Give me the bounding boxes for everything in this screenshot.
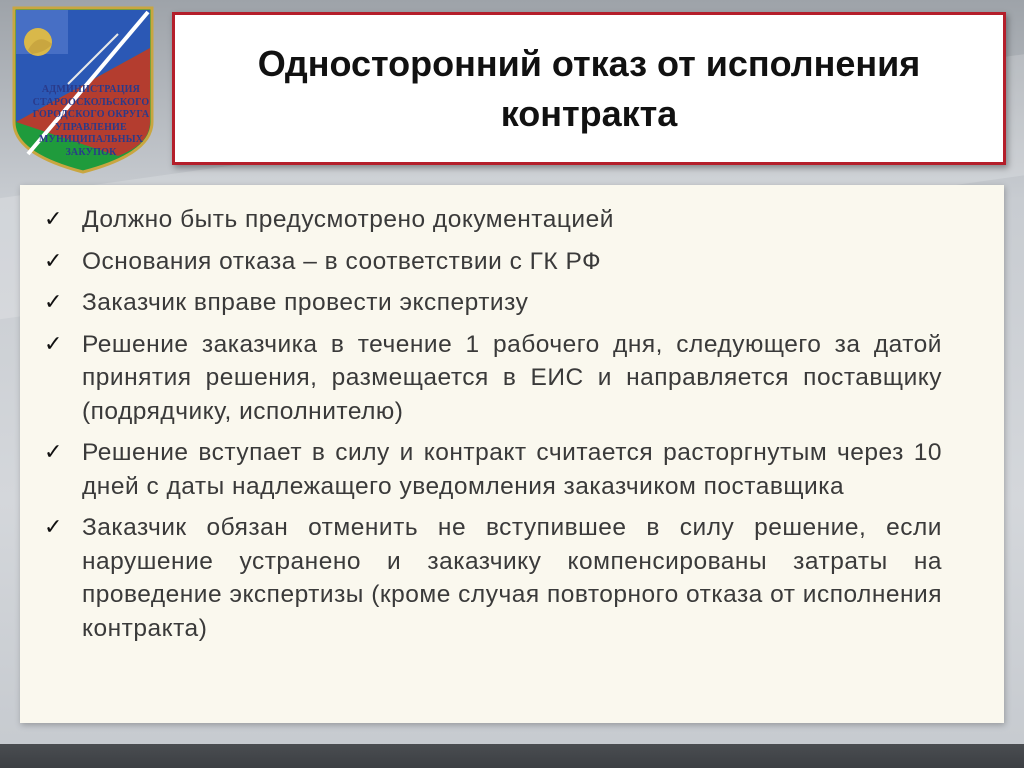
list-item (44, 245, 942, 279)
check-icon: ✓ (44, 331, 63, 357)
list-item-text: Заказчик вправе провести экспертизу (82, 289, 529, 316)
list-item-text: Решение заказчика в течение 1 рабочего дня, следующего за датой принятия решения, размещается в ЕИС и направляется поставщику (подрядчику, исполнителю) (82, 330, 942, 425)
check-icon: ✓ (44, 290, 63, 315)
check-icon: ✓ (44, 515, 63, 540)
list-item-text: Решение вступает в силу и контракт считается расторгнутым через 10 дней с даты надлежащего уведомления заказчиком поставщика (82, 439, 942, 500)
coat-of-arms-emblem (8, 4, 158, 176)
emblem-line: АДМИНИСТРАЦИЯ (41, 84, 141, 95)
bullet-list (20, 185, 1004, 645)
emblem-line: УПРАВЛЕНИЕ (55, 121, 127, 133)
list-item (44, 436, 942, 503)
list-item-text: Должно быть предусмотрено документацией (82, 206, 614, 233)
list-item (44, 203, 942, 237)
check-icon: ✓ (44, 440, 63, 465)
list-item (44, 286, 942, 320)
emblem-line: СТАРООСКОЛЬСКОГО (32, 96, 150, 108)
emblem-line: ЗАКУПОК (65, 146, 117, 158)
emblem-caption (22, 84, 160, 159)
list-item-text: Заказчик обязан отменить не вступившее в силу решение, если нарушение устранено и заказчику компенсированы затраты на проведение экспертизы (кроме случая повторного отказа от исполнения контракта) (82, 514, 942, 642)
emblem-line: МУНИЦИПАЛЬНЫХ (38, 134, 144, 145)
check-icon: ✓ (44, 207, 63, 232)
bottom-bar (0, 744, 1024, 768)
list-item (44, 328, 942, 429)
title-box (172, 12, 1006, 165)
check-icon: ✓ (44, 248, 63, 274)
emblem-line: ГОРОДСКОГО ОКРУГА (32, 109, 150, 120)
list-item (44, 511, 942, 645)
slide-title: Односторонний отказ от исполнения контракта (257, 42, 921, 134)
list-item-text: Основания отказа – в соответствии с ГК РФ (82, 247, 602, 275)
content-panel (20, 185, 1004, 723)
